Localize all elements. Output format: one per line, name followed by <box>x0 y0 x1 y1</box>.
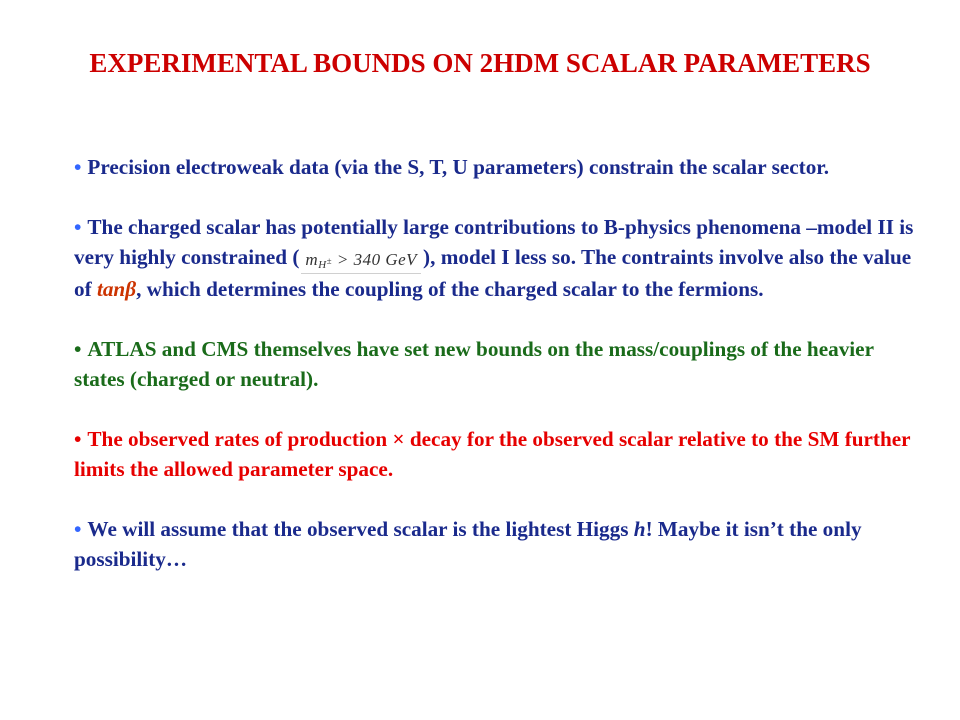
paragraph-lightest-higgs-text-2: ! Maybe it isn’t the only possibility… <box>74 517 862 571</box>
mass-bound-formula <box>301 251 421 274</box>
formula-rest: > 340 GeV <box>332 250 418 269</box>
paragraph-atlas-cms <box>74 334 924 394</box>
slide-body <box>74 152 924 604</box>
bullet-3: • <box>74 337 82 361</box>
slide-title: EXPERIMENTAL BOUNDS ON 2HDM SCALAR PARAMETERS <box>89 48 871 78</box>
paragraph-lightest-higgs <box>74 514 924 574</box>
paragraph-observed-rates-text: The observed rates of production × decay for the observed scalar relative to the SM further limits the allowed parameter space. <box>74 427 911 481</box>
paragraph-charged-scalar-text-1: The charged scalar has potentially large contributions to B-physics phenomena –model II is very highly constrained ( <box>74 215 914 269</box>
bullet-4: • <box>74 427 82 451</box>
paragraph-lightest-higgs-text-1: We will assume that the observed scalar is the lightest Higgs <box>87 517 634 541</box>
bullet-1: • <box>74 155 82 179</box>
paragraph-charged-scalar-text-3: , which determines the coupling of the charged scalar to the fermions. <box>136 277 764 301</box>
paragraph-atlas-cms-text: ATLAS and CMS themselves have set new bounds on the mass/couplings of the heavier states (charged or neutral). <box>74 337 874 391</box>
paragraph-observed-rates <box>74 424 924 484</box>
tan-beta-term: tanβ <box>96 277 137 301</box>
paragraph-electroweak <box>74 152 924 182</box>
formula-sup: ± <box>326 256 333 266</box>
paragraph-charged-scalar-text-2: ), model I less so. The contraints involve also the value of <box>74 245 912 301</box>
paragraph-electroweak-text: Precision electroweak data (via the S, T, U parameters) constrain the scalar sector. <box>87 155 830 179</box>
paragraph-charged-scalar <box>74 212 924 304</box>
higgs-h-symbol: h <box>633 517 646 541</box>
formula-m: m <box>305 250 319 269</box>
bullet-5: • <box>74 517 82 541</box>
bullet-2: • <box>74 215 82 239</box>
formula-sub: H <box>318 259 327 271</box>
